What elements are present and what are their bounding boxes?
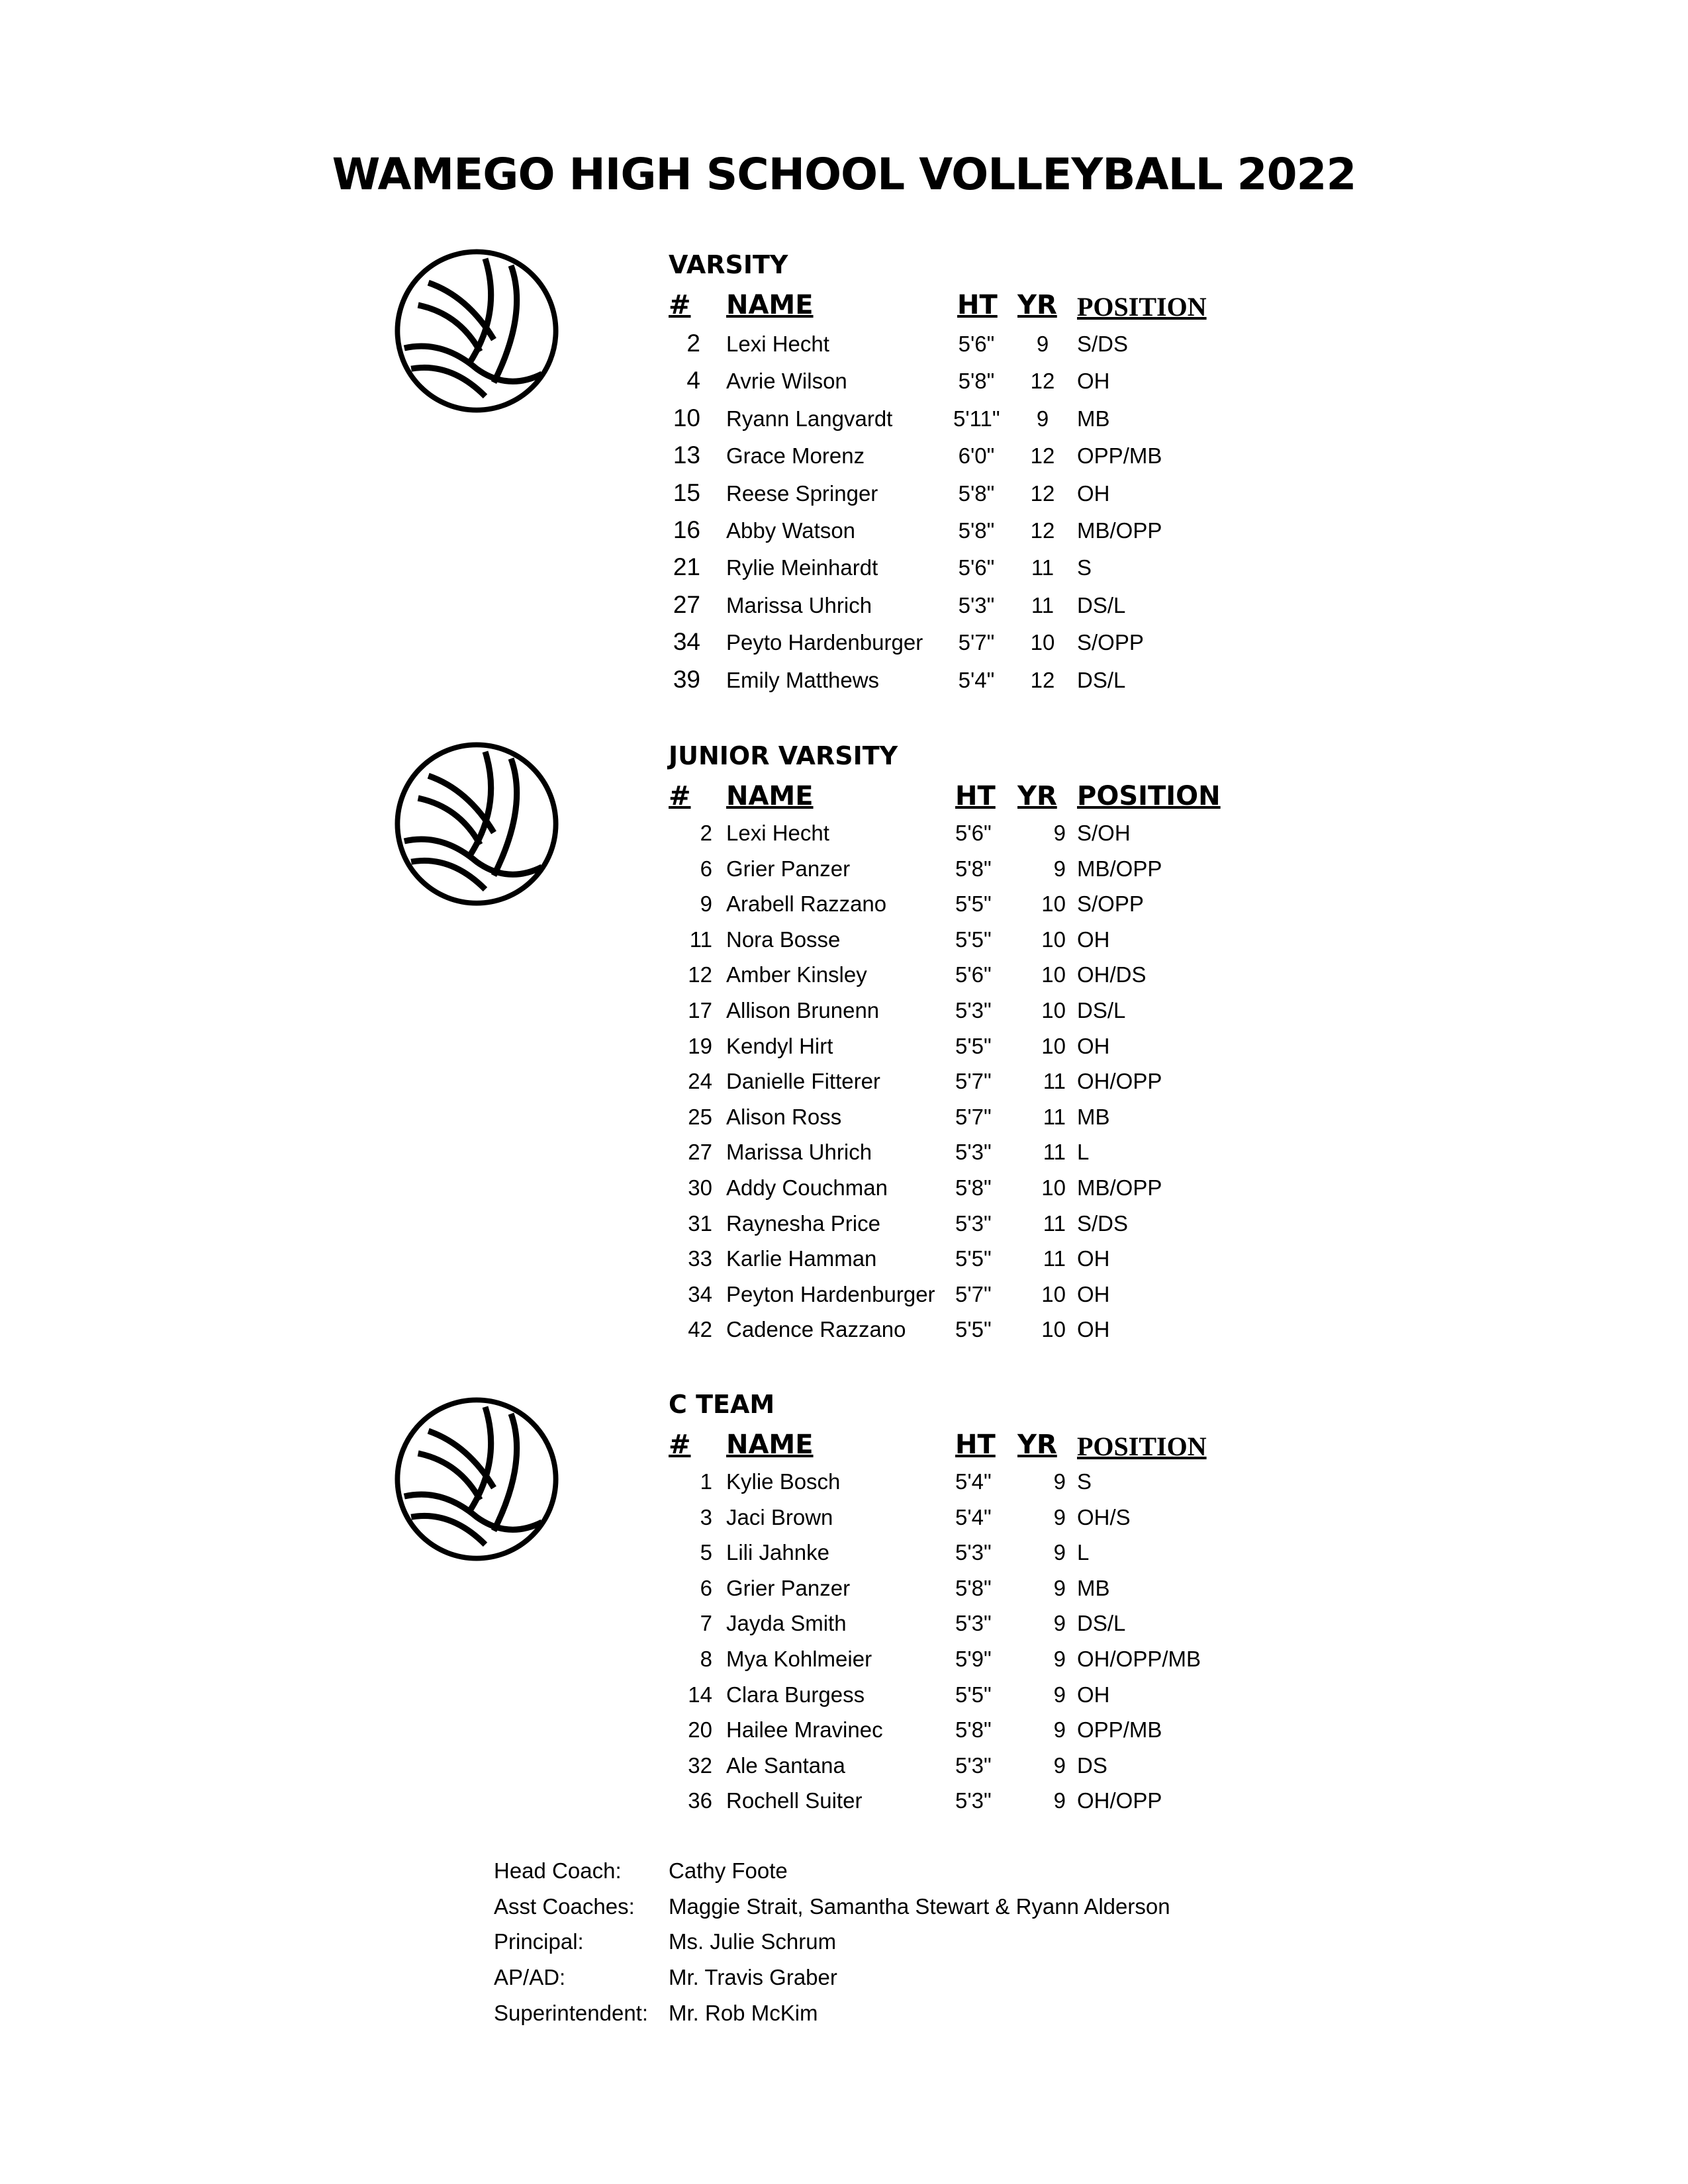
player-name: Danielle Fitterer [726, 1069, 880, 1094]
table-row [0, 1469, 1688, 1505]
table-row [0, 1647, 1688, 1682]
table-row [0, 1540, 1688, 1576]
table-row [0, 1246, 1688, 1282]
player-year: 12 [1030, 369, 1055, 394]
player-name: Amber Kinsley [726, 962, 867, 987]
col-yr-header: YR [1017, 290, 1057, 320]
player-name: Jaci Brown [726, 1504, 833, 1529]
player-year: 9 [1053, 1682, 1066, 1707]
player-position: S/DS [1077, 1210, 1129, 1236]
player-year: 12 [1030, 480, 1055, 506]
player-year: 9 [1053, 1504, 1066, 1529]
player-number: 20 [688, 1717, 712, 1743]
player-position: MB [1077, 1104, 1110, 1129]
player-position: DS [1077, 1752, 1107, 1778]
player-position: MB/OPP [1077, 856, 1162, 881]
table-row [0, 1576, 1688, 1612]
player-name: Rochell Suiter [726, 1788, 863, 1813]
col-name-header: NAME [726, 781, 814, 811]
player-year: 11 [1043, 1104, 1066, 1129]
table-row [0, 821, 1688, 856]
player-name: Jayda Smith [726, 1611, 847, 1636]
player-year: 10 [1041, 927, 1066, 952]
player-year: 12 [1030, 667, 1055, 692]
player-name: Reese Springer [726, 480, 878, 506]
player-height: 5'5" [955, 1682, 992, 1707]
player-position: OH [1077, 1281, 1110, 1306]
player-year: 10 [1041, 1175, 1066, 1200]
player-position: MB [1077, 406, 1110, 431]
player-position: OPP/MB [1077, 443, 1162, 469]
player-height: 5'3" [955, 1752, 992, 1778]
player-year: 9 [1053, 1469, 1066, 1494]
player-year: 11 [1043, 1210, 1066, 1236]
col-ht-header: HT [957, 290, 998, 320]
player-position: OH [1077, 1682, 1110, 1707]
player-number: 32 [688, 1752, 712, 1778]
player-position: OH/OPP/MB [1077, 1647, 1201, 1671]
player-number: 21 [673, 553, 700, 581]
player-number: 1 [700, 1469, 712, 1494]
col-name-header: NAME [726, 290, 814, 320]
player-year: 9 [1053, 1752, 1066, 1778]
player-year: 11 [1043, 1069, 1066, 1094]
player-year: 11 [1031, 555, 1055, 580]
player-year: 10 [1041, 998, 1066, 1023]
player-height: 5'4" [955, 1469, 992, 1494]
player-number: 9 [700, 891, 712, 917]
player-height: 5'5" [955, 1033, 992, 1058]
player-height: 5'3" [955, 1140, 992, 1165]
player-name: Kendyl Hirt [726, 1033, 833, 1058]
player-number: 10 [673, 404, 700, 432]
player-name: Marissa Uhrich [726, 592, 872, 617]
player-number: 15 [673, 478, 700, 506]
col-num-header: # [669, 781, 691, 811]
player-name: Nora Bosse [726, 927, 841, 952]
player-height: 5'8" [955, 1175, 992, 1200]
player-name: Alison Ross [726, 1104, 842, 1129]
staff-name: Cathy Foote [669, 1858, 788, 1883]
player-name: Ale Santana [726, 1752, 845, 1778]
player-number: 11 [689, 927, 712, 952]
player-position: S [1077, 1469, 1092, 1494]
player-position: S [1077, 555, 1092, 580]
player-position: OH [1077, 1246, 1110, 1271]
col-name-header: NAME [726, 1430, 814, 1460]
table-row [0, 927, 1688, 963]
player-position: L [1077, 1140, 1090, 1165]
table-row [0, 1140, 1688, 1175]
player-number: 27 [673, 590, 700, 618]
player-year: 10 [1041, 1033, 1066, 1058]
player-height: 5'5" [955, 891, 992, 917]
player-name: Peyton Hardenburger [726, 1281, 935, 1306]
page-title: WAMEGO HIGH SCHOOL VOLLEYBALL 2022 [332, 149, 1356, 200]
player-name: Arabell Razzano [726, 891, 887, 917]
player-year: 10 [1041, 962, 1066, 987]
player-name: Lili Jahnke [726, 1540, 829, 1565]
table-row [0, 891, 1688, 927]
player-name: Abby Watson [726, 518, 856, 543]
player-number: 12 [688, 962, 712, 987]
table-row [0, 1682, 1688, 1718]
player-position: S/OPP [1077, 630, 1144, 655]
player-number: 16 [673, 516, 700, 543]
player-height: 5'3" [955, 1611, 992, 1636]
player-year: 9 [1053, 856, 1066, 881]
player-number: 36 [688, 1788, 712, 1813]
player-height: 5'4" [958, 667, 995, 692]
player-height: 6'0" [958, 443, 995, 469]
player-name: Clara Burgess [726, 1682, 865, 1707]
player-height: 5'6" [955, 962, 992, 987]
table-row [0, 1317, 1688, 1353]
player-number: 8 [700, 1647, 712, 1671]
player-number: 25 [688, 1104, 712, 1129]
player-position: OH [1077, 369, 1110, 394]
player-year: 9 [1053, 1717, 1066, 1743]
table-row [0, 856, 1688, 892]
player-height: 5'7" [955, 1069, 992, 1094]
staff-row [0, 1894, 1688, 1930]
player-position: L [1077, 1540, 1090, 1565]
player-position: DS/L [1077, 998, 1126, 1023]
jv-title: JUNIOR VARSITY [669, 741, 898, 770]
player-year: 11 [1031, 592, 1055, 617]
player-number: 6 [700, 856, 712, 881]
player-name: Cadence Razzano [726, 1317, 906, 1342]
player-number: 17 [688, 998, 712, 1023]
player-position: OH/DS [1077, 962, 1147, 987]
staff-name: Mr. Travis Graber [669, 1965, 837, 1990]
player-year: 9 [1053, 821, 1066, 845]
player-number: 7 [700, 1611, 712, 1636]
player-position: MB [1077, 1575, 1110, 1600]
col-yr-header: YR [1017, 781, 1057, 811]
player-position: DS/L [1077, 667, 1126, 692]
staff-row [0, 1929, 1688, 1965]
player-height: 5'7" [955, 1281, 992, 1306]
player-year: 11 [1043, 1140, 1066, 1165]
staff-name: Ms. Julie Schrum [669, 1929, 837, 1954]
player-year: 9 [1053, 1540, 1066, 1565]
player-position: S/DS [1077, 332, 1129, 356]
player-height: 5'3" [955, 998, 992, 1023]
player-height: 5'7" [955, 1104, 992, 1129]
player-height: 5'8" [958, 369, 995, 394]
player-number: 39 [673, 665, 700, 693]
player-height: 5'5" [955, 927, 992, 952]
player-name: Mya Kohlmeier [726, 1647, 872, 1671]
player-year: 9 [1053, 1611, 1066, 1636]
player-number: 42 [688, 1317, 712, 1342]
player-year: 9 [1036, 406, 1049, 431]
player-name: Raynesha Price [726, 1210, 880, 1236]
player-position: MB/OPP [1077, 518, 1162, 543]
player-name: Rylie Meinhardt [726, 555, 878, 580]
player-year: 9 [1036, 332, 1049, 356]
staff-role: Head Coach: [494, 1858, 622, 1883]
player-position: OH [1077, 1033, 1110, 1058]
player-height: 5'11" [953, 406, 1000, 431]
col-num-header: # [669, 1430, 691, 1460]
player-year: 12 [1030, 443, 1055, 469]
table-row [0, 1105, 1688, 1140]
table-row [0, 1175, 1688, 1211]
player-number: 4 [686, 367, 700, 394]
player-position: S/OH [1077, 821, 1131, 845]
table-row [0, 1211, 1688, 1247]
col-position-header: POSITION [1077, 781, 1221, 811]
varsity-title: VARSITY [669, 250, 788, 279]
player-height: 5'8" [955, 856, 992, 881]
table-row [0, 590, 1688, 629]
player-name: Grier Panzer [726, 856, 851, 881]
table-row [0, 998, 1688, 1034]
table-row [0, 518, 1688, 554]
player-name: Marissa Uhrich [726, 1140, 872, 1165]
staff-row [0, 1965, 1688, 2001]
cteam-title: C TEAM [669, 1390, 775, 1419]
player-number: 33 [688, 1246, 712, 1271]
player-height: 5'3" [955, 1540, 992, 1565]
player-height: 5'8" [955, 1717, 992, 1743]
table-row [0, 1069, 1688, 1105]
player-position: OH [1077, 480, 1110, 506]
col-yr-header: YR [1017, 1430, 1057, 1460]
staff-row [0, 2001, 1688, 2036]
table-row [0, 1717, 1688, 1753]
staff-role: Asst Coaches: [494, 1893, 635, 1919]
table-row [0, 1611, 1688, 1647]
player-year: 10 [1030, 630, 1055, 655]
player-number: 24 [688, 1069, 712, 1094]
staff-role: Principal: [494, 1929, 584, 1954]
player-name: Allison Brunenn [726, 998, 880, 1023]
player-year: 10 [1041, 1317, 1066, 1342]
table-row [0, 1788, 1688, 1824]
player-position: OH/OPP [1077, 1788, 1162, 1813]
table-row [0, 1282, 1688, 1318]
player-height: 5'6" [958, 555, 995, 580]
table-row [0, 369, 1688, 404]
player-height: 5'9" [955, 1647, 992, 1671]
table-row [0, 332, 1688, 367]
player-year: 12 [1030, 518, 1055, 543]
staff-role: Superintendent: [494, 2000, 649, 2025]
col-num-header: # [669, 290, 691, 320]
staff-row [0, 1858, 1688, 1894]
player-name: Hailee Mravinec [726, 1717, 883, 1743]
player-name: Ryann Langvardt [726, 406, 893, 431]
player-year: 9 [1053, 1575, 1066, 1600]
player-position: DS/L [1077, 592, 1126, 617]
player-name: Addy Couchman [726, 1175, 888, 1200]
player-number: 13 [673, 441, 700, 469]
player-height: 5'5" [955, 1246, 992, 1271]
player-name: Emily Matthews [726, 667, 880, 692]
player-number: 5 [700, 1540, 712, 1565]
player-name: Grace Morenz [726, 443, 865, 469]
player-number: 6 [700, 1575, 712, 1600]
player-height: 5'7" [958, 630, 995, 655]
player-name: Grier Panzer [726, 1575, 851, 1600]
table-row [0, 665, 1688, 704]
player-year: 10 [1041, 1281, 1066, 1306]
player-number: 3 [700, 1504, 712, 1529]
player-number: 30 [688, 1175, 712, 1200]
player-name: Kylie Bosch [726, 1469, 841, 1494]
player-number: 2 [686, 330, 700, 357]
table-row [0, 1505, 1688, 1541]
player-number: 34 [688, 1281, 712, 1306]
player-name: Lexi Hecht [726, 821, 829, 845]
player-height: 5'3" [955, 1210, 992, 1236]
player-number: 19 [688, 1033, 712, 1058]
player-name: Peyto Hardenburger [726, 630, 923, 655]
table-row [0, 1753, 1688, 1789]
player-year: 10 [1041, 891, 1066, 917]
col-position-header: POSITION [1077, 1432, 1207, 1461]
player-height: 5'8" [955, 1575, 992, 1600]
player-position: OH/S [1077, 1504, 1131, 1529]
player-height: 5'3" [958, 592, 995, 617]
player-height: 5'3" [955, 1788, 992, 1813]
player-position: OPP/MB [1077, 1717, 1162, 1743]
col-position-header: POSITION [1077, 292, 1207, 322]
table-row [0, 555, 1688, 591]
player-number: 2 [700, 821, 712, 845]
staff-name: Mr. Rob McKim [669, 2000, 818, 2025]
player-name: Lexi Hecht [726, 332, 829, 356]
player-number: 31 [688, 1210, 712, 1236]
table-row [0, 962, 1688, 998]
player-position: OH [1077, 1317, 1110, 1342]
col-ht-header: HT [955, 781, 996, 811]
player-height: 5'6" [958, 332, 995, 356]
player-position: OH [1077, 927, 1110, 952]
table-row [0, 1034, 1688, 1069]
player-position: OH/OPP [1077, 1069, 1162, 1094]
player-height: 5'5" [955, 1317, 992, 1342]
player-name: Avrie Wilson [726, 369, 847, 394]
player-year: 9 [1053, 1647, 1066, 1671]
col-ht-header: HT [955, 1430, 996, 1460]
staff-name: Maggie Strait, Samantha Stewart & Ryann Alderson [669, 1893, 1170, 1919]
staff-role: AP/AD: [494, 1965, 566, 1990]
table-row [0, 630, 1688, 666]
player-position: DS/L [1077, 1611, 1126, 1636]
player-height: 5'8" [958, 480, 995, 506]
table-row [0, 478, 1688, 517]
table-row [0, 443, 1688, 479]
player-year: 11 [1043, 1246, 1066, 1271]
player-number: 27 [688, 1140, 712, 1165]
player-year: 9 [1053, 1788, 1066, 1813]
player-position: MB/OPP [1077, 1175, 1162, 1200]
player-height: 5'8" [958, 518, 995, 543]
player-name: Karlie Hamman [726, 1246, 877, 1271]
table-row [0, 406, 1688, 442]
player-position: S/OPP [1077, 891, 1144, 917]
player-height: 5'6" [955, 821, 992, 845]
player-height: 5'4" [955, 1504, 992, 1529]
player-number: 14 [688, 1682, 712, 1707]
player-number: 34 [673, 628, 700, 656]
